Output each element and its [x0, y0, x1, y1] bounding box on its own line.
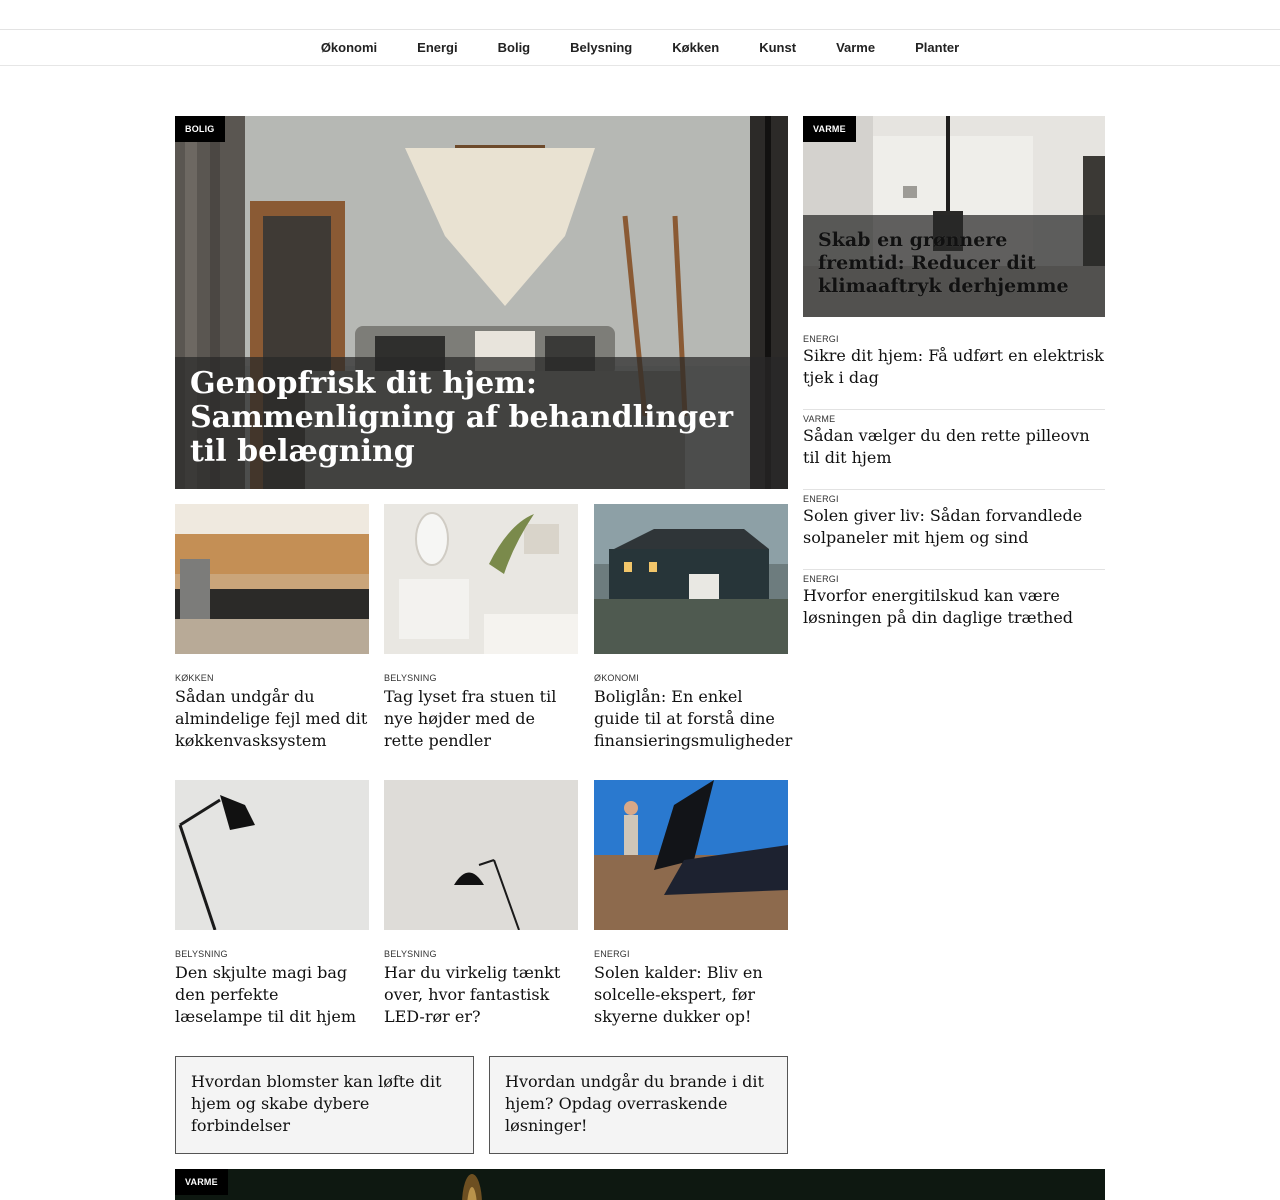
nav-item-varme[interactable]: Varme [836, 40, 876, 55]
text-article-box[interactable] [175, 1056, 474, 1154]
hero-title[interactable]: Genopfrisk dit hjem: Sammenligning af behandlinger til belægning [190, 366, 734, 469]
category-label: ENERGI [594, 949, 630, 959]
article-card[interactable] [594, 504, 793, 752]
article-card[interactable] [175, 780, 369, 1028]
category-label: BELYSNING [175, 949, 228, 959]
hero-article[interactable] [175, 116, 788, 489]
nav-item-energi[interactable]: Energi [417, 40, 458, 55]
category-label: KØKKEN [175, 673, 214, 683]
article-title[interactable]: Hvordan blomster kan løfte dit hjem og skabe dybere forbindelser [191, 1072, 442, 1135]
category-label: ENERGI [803, 494, 839, 504]
category-tag: VARME [175, 1169, 228, 1195]
nav-item-kunst[interactable]: Kunst [759, 40, 797, 55]
fire-photo [175, 1169, 1105, 1200]
list-item[interactable] [803, 410, 1105, 490]
article-title[interactable]: Den skjulte magi bag den perfekte læselampe til dit hjem [175, 963, 356, 1026]
article-card[interactable] [384, 504, 578, 752]
article-title[interactable]: Solen kalder: Bliv en solcelle-ekspert, før skyerne dukker op! [594, 963, 763, 1026]
article-card[interactable] [175, 504, 369, 752]
side-article-list [803, 330, 1105, 650]
text-article-box[interactable] [489, 1056, 788, 1154]
article-card[interactable] [594, 780, 788, 1028]
article-title[interactable]: Hvordan undgår du brande i dit hjem? Opdag overraskende løsninger! [505, 1072, 764, 1135]
article-title[interactable]: Har du virkelig tænkt over, hvor fantastisk LED-rør er? [384, 963, 561, 1026]
article-title[interactable]: Solen giver liv: Sådan forvandlede solpaneler mit hjem og sind [803, 506, 1083, 547]
desk-lamp-photo [384, 780, 578, 930]
side-feature-article[interactable] [803, 116, 1105, 317]
top-bar [0, 0, 1280, 30]
main-nav [0, 30, 1280, 66]
nav-item-bolig[interactable]: Bolig [497, 40, 531, 55]
text-article-row [175, 1056, 788, 1154]
category-tag: VARME [803, 116, 856, 142]
nav-item-kokken[interactable]: Køkken [672, 40, 720, 55]
hero-caption [175, 357, 788, 489]
nav-item-planter[interactable]: Planter [915, 40, 960, 55]
side-feature-caption [803, 215, 1105, 317]
article-title[interactable]: Sikre dit hjem: Få udført en elektrisk tjek i dag [803, 346, 1104, 387]
bottom-feature-article[interactable] [175, 1169, 1105, 1200]
list-item[interactable] [803, 330, 1105, 410]
nav-item-belysning[interactable]: Belysning [570, 40, 633, 55]
category-label: VARME [803, 414, 836, 424]
kitchen-photo [175, 504, 369, 654]
article-title[interactable]: Tag lyset fra stuen til nye højder med de rette pendler [384, 687, 557, 750]
vanity-photo [384, 504, 578, 654]
category-label: BELYSNING [384, 949, 437, 959]
list-item[interactable] [803, 490, 1105, 570]
category-label: ØKONOMI [594, 673, 639, 683]
side-feature-title[interactable]: Skab en grønnere fremtid: Reducer dit klimaaftryk derhjemme [818, 229, 1069, 297]
category-label: BELYSNING [384, 673, 437, 683]
nav-item-okonomi[interactable]: Økonomi [320, 40, 378, 55]
article-title[interactable]: Boliglån: En enkel guide til at forstå dine finansieringsmuligheder [594, 687, 793, 750]
category-tag: BOLIG [175, 116, 225, 142]
article-title[interactable]: Sådan undgår du almindelige fejl med dit køkkenvasksystem [175, 687, 368, 750]
category-label: ENERGI [803, 334, 839, 344]
list-item[interactable] [803, 570, 1105, 650]
floor-lamp-photo [175, 780, 369, 930]
house-photo [594, 504, 788, 654]
category-label: ENERGI [803, 574, 839, 584]
solar-roof-photo [594, 780, 788, 930]
article-title[interactable]: Sådan vælger du den rette pilleovn til dit hjem [803, 426, 1090, 467]
article-card[interactable] [384, 780, 578, 1028]
article-title[interactable]: Hvorfor energitilskud kan være løsningen på din daglige træthed [803, 586, 1074, 627]
